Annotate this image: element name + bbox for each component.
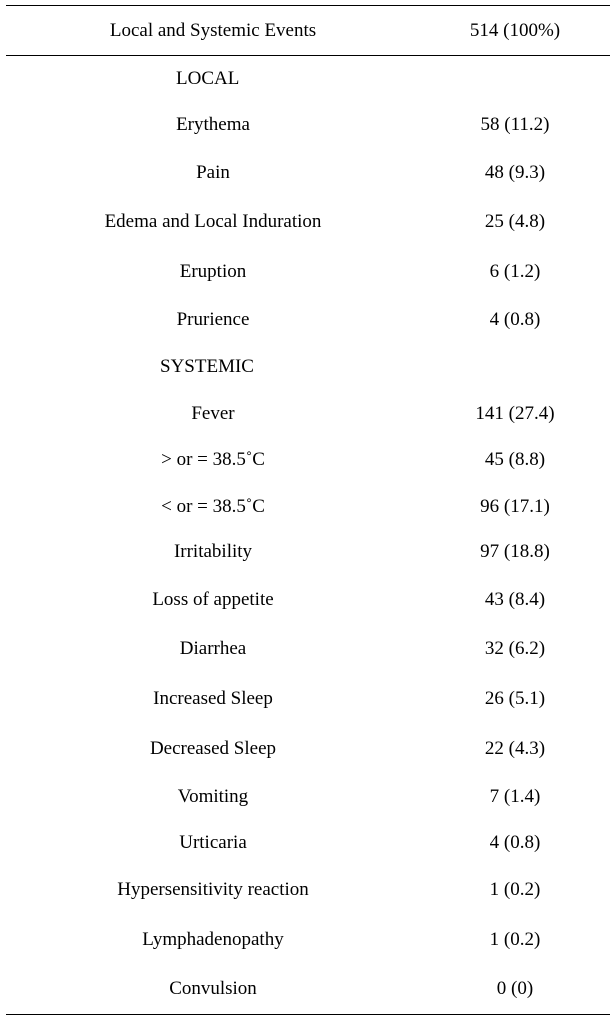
event-value: 0 (0) — [496, 978, 534, 999]
event-label: Hypersensitivity reaction — [117, 879, 309, 900]
section-heading-local — [0, 64, 614, 94]
table-header-row — [0, 16, 614, 46]
table-row — [0, 492, 614, 522]
table-row — [0, 445, 614, 475]
event-label: Loss of appetite — [152, 589, 274, 610]
event-label: Irritability — [173, 541, 253, 562]
event-value: 1 (0.2) — [489, 929, 541, 950]
header-total-label: 514 (100%) — [469, 20, 561, 41]
table-row — [0, 734, 614, 764]
event-label: Edema and Local Induration — [104, 211, 322, 232]
table-row — [0, 782, 614, 812]
event-value: 22 (4.3) — [484, 738, 546, 759]
event-label: Vomiting — [177, 786, 249, 807]
event-value: 96 (17.1) — [480, 496, 550, 517]
table-row — [0, 537, 614, 567]
event-label: < or = 38.5˚C — [161, 496, 265, 517]
section-title: SYSTEMIC — [160, 356, 254, 377]
table-row — [0, 828, 614, 858]
event-value: 32 (6.2) — [484, 638, 546, 659]
event-value: 58 (11.2) — [480, 114, 550, 135]
table-row — [0, 305, 614, 335]
event-value: 97 (18.8) — [480, 541, 550, 562]
table-row — [0, 684, 614, 714]
table-row — [0, 974, 614, 1004]
event-label: Diarrhea — [179, 638, 247, 659]
event-label: Prurience — [176, 309, 250, 330]
event-value: 26 (5.1) — [484, 688, 546, 709]
event-value: 43 (8.4) — [484, 589, 546, 610]
section-title: LOCAL — [176, 68, 240, 89]
event-value: 141 (27.4) — [475, 403, 555, 424]
event-label: Increased Sleep — [153, 688, 273, 709]
table-row — [0, 585, 614, 615]
event-value: 4 (0.8) — [489, 309, 541, 330]
event-label: Urticaria — [179, 832, 247, 853]
event-value: 1 (0.2) — [489, 879, 541, 900]
bottom-rule — [6, 1014, 610, 1015]
event-label: > or = 38.5˚C — [161, 449, 265, 470]
table-row — [0, 207, 614, 237]
event-label: Convulsion — [169, 978, 257, 999]
event-value: 45 (8.8) — [484, 449, 546, 470]
event-label: Fever — [191, 403, 235, 424]
section-heading-systemic — [0, 352, 614, 382]
header-rule — [6, 55, 610, 56]
table-row — [0, 399, 614, 429]
event-value: 48 (9.3) — [484, 162, 546, 183]
event-label: Lymphadenopathy — [142, 929, 284, 950]
table-row — [0, 634, 614, 664]
event-label: Eruption — [179, 261, 247, 282]
event-value: 25 (4.8) — [484, 211, 546, 232]
table-row — [0, 158, 614, 188]
event-label: Decreased Sleep — [149, 738, 277, 759]
table-row — [0, 257, 614, 287]
event-value: 4 (0.8) — [489, 832, 541, 853]
table-row — [0, 875, 614, 905]
event-label: Erythema — [176, 114, 250, 135]
event-value: 6 (1.2) — [489, 261, 541, 282]
header-events-label: Local and Systemic Events — [109, 20, 317, 41]
top-rule — [6, 5, 610, 6]
table-row — [0, 925, 614, 955]
event-label: Pain — [196, 162, 230, 183]
event-value: 7 (1.4) — [489, 786, 541, 807]
table-row — [0, 110, 614, 140]
